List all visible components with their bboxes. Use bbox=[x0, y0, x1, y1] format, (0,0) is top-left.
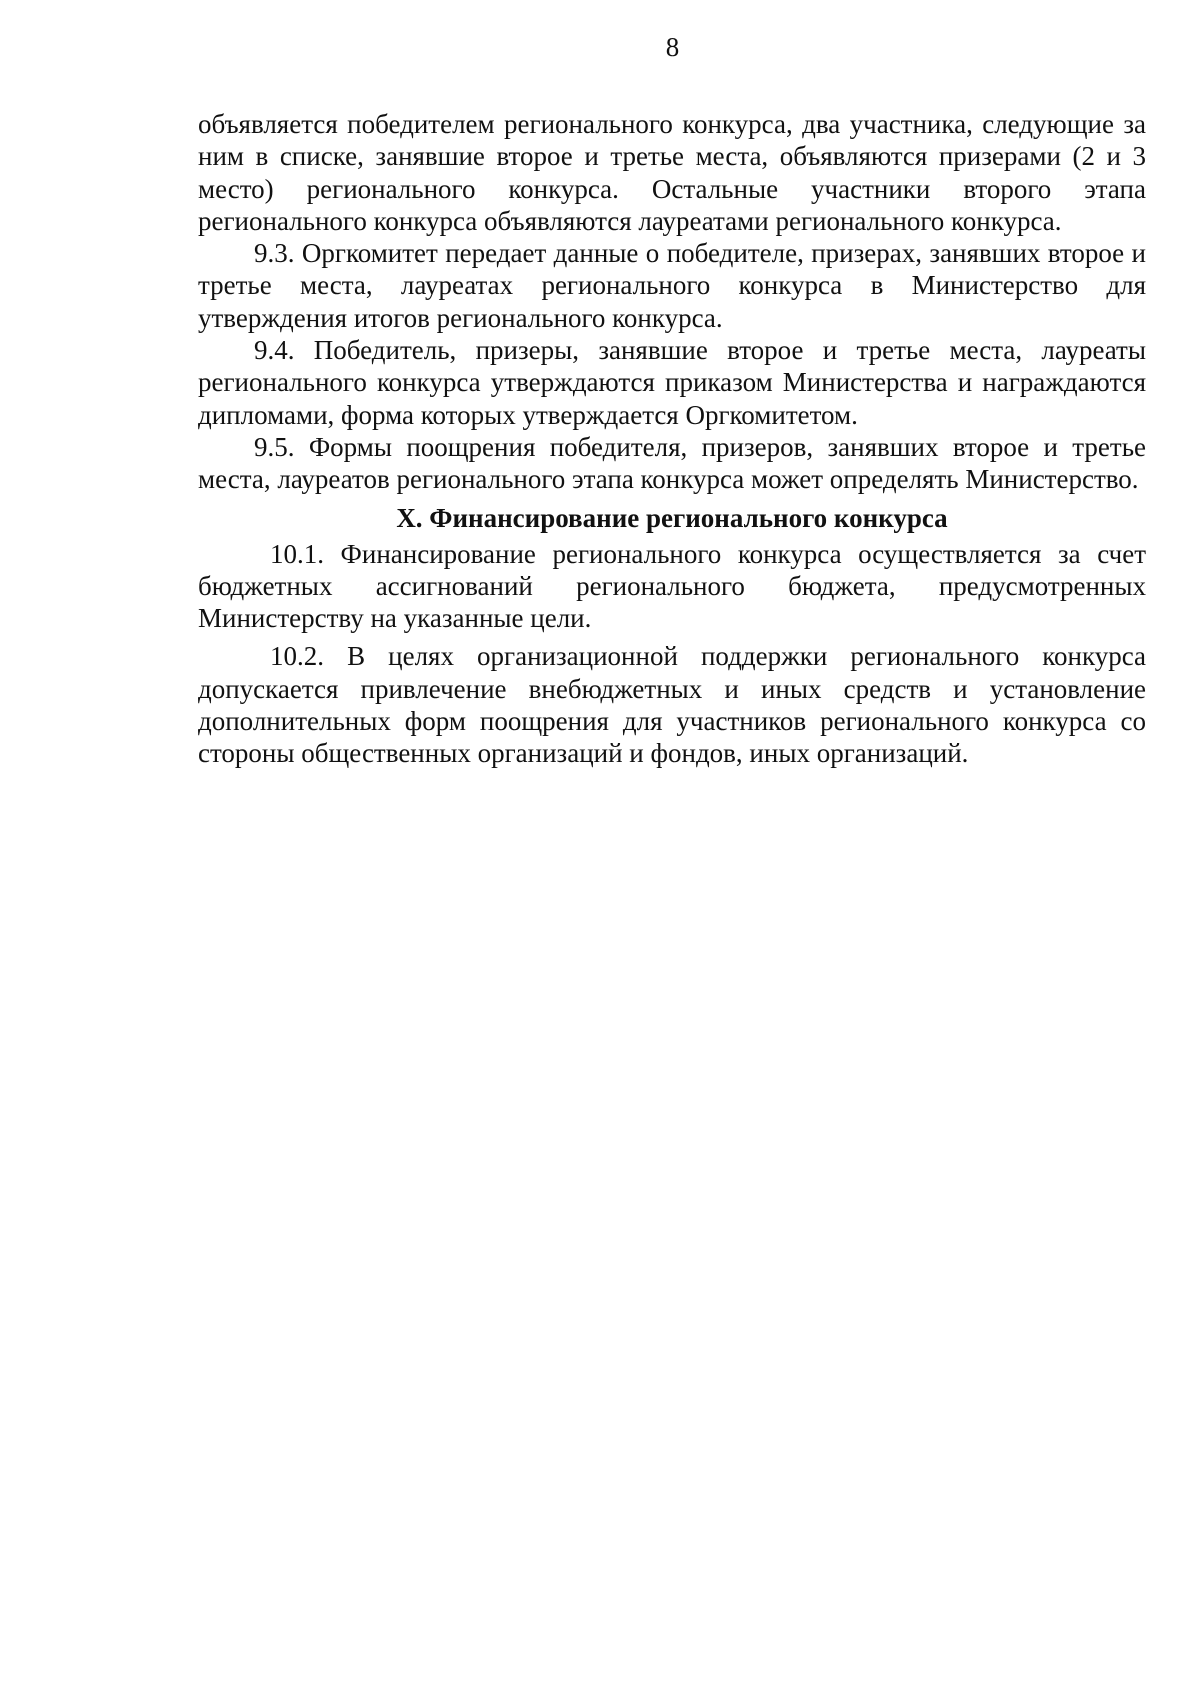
paragraph-10-2: 10.2. В целях организационной поддержки регионального конкурса допускается привлечение внебюджетных и иных средств и установление дополнительных форм поощрения для участников регионального конкурса со стороны общественных организаций и фондов, иных организаций. bbox=[198, 641, 1146, 769]
page-number: 8 bbox=[665, 32, 680, 62]
paragraph-continuation: объявляется победителем регионального конкурса, два участника, следующие за ним в списке, занявшие второе и третье места, объявляются призерами (2 и 3 место) регионального конкурса. Остальные участники второго этапа регионального конкурса объявляются лауреатами регионального конкурса. bbox=[198, 109, 1146, 236]
document-body bbox=[198, 108, 1146, 770]
paragraph-9-4: 9.4. Победитель, призеры, занявшие второе и третье места, лауреаты регионального конкурса утверждаются приказом Министерства и награждаются дипломами, форма которых утверждается Оргкомитетом. bbox=[198, 335, 1146, 430]
paragraph-9-5: 9.5. Формы поощрения победителя, призеров, занявших второе и третье места, лауреатов регионального этапа конкурса может определять Министерство. bbox=[198, 431, 1146, 495]
paragraph-9-3: 9.3. Оргкомитет передает данные о победителе, призерах, занявших второе и третье места, лауреатах регионального конкурса в Министерство для утверждения итогов регионального конкурса. bbox=[198, 238, 1146, 333]
paragraph-10-1: 10.1. Финансирование регионального конкурса осуществляется за счет бюджетных ассигнований регионального бюджета, предусмотренных Министерству на указанные цели. bbox=[198, 538, 1146, 634]
section-heading-x: X. Финансирование регионального конкурса bbox=[396, 502, 948, 533]
